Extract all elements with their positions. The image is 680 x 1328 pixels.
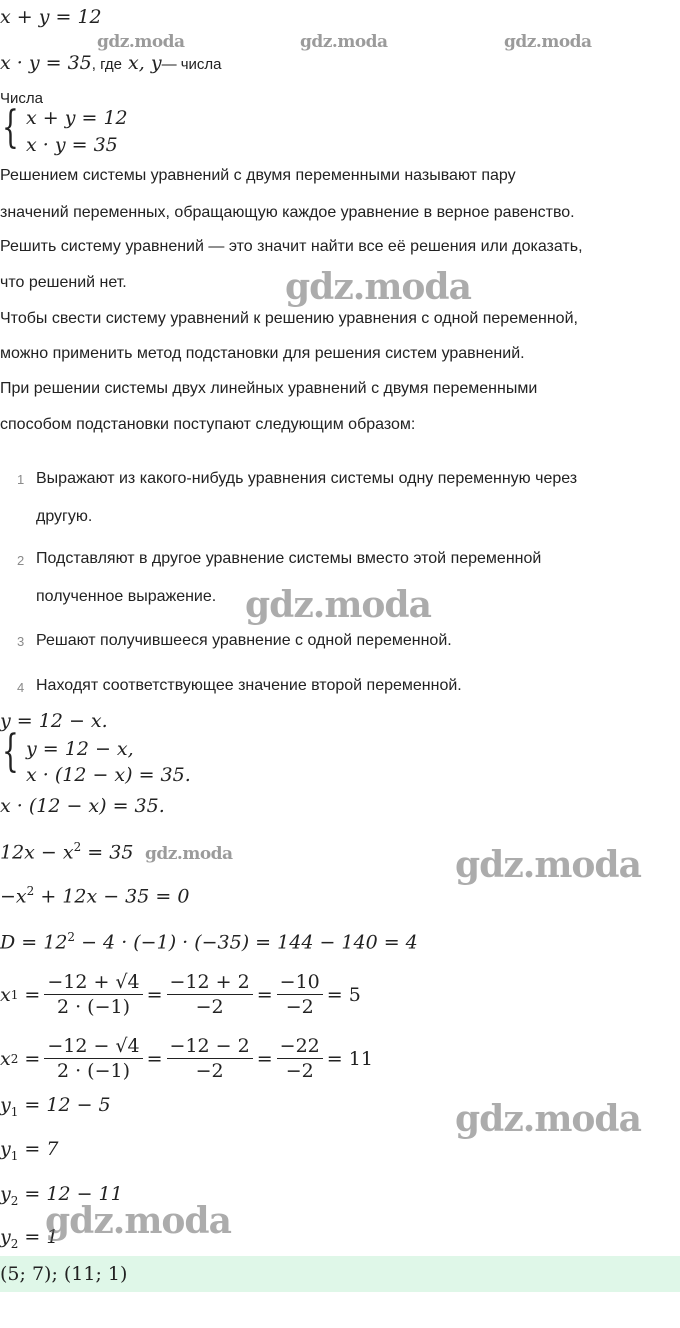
paragraph-line: что решений нет. — [0, 274, 127, 291]
step-text: другую. — [36, 508, 93, 525]
step-text: полученное выражение. — [36, 588, 217, 605]
discriminant: $D = 12^2 - 4 \cdot (-1) \cdot (-35) = 144 - 140 = 4$ — [0, 930, 418, 954]
substituted-equation: x · (12 − x) = 35. — [0, 795, 165, 817]
system2-line2: x · (12 − x) = 35. — [26, 764, 191, 786]
watermark-large-3: gdz.moda — [455, 844, 641, 886]
y2-value: $y_2 = 1$ — [0, 1226, 59, 1251]
system2-line1: y = 12 − x, — [26, 738, 134, 760]
watermark-large-2: gdz.moda — [245, 584, 431, 626]
y-expression: y = 12 − x. — [0, 710, 108, 732]
system1-line1: x + y = 12 — [26, 107, 128, 129]
watermark-large-4: gdz.moda — [455, 1098, 641, 1140]
step-number: 3 — [17, 634, 25, 649]
root-x2: x 2 = $\frac{-12 - √4}{2 \cdot (-1)}$ = $\frac{-12 - 2}{-2}$ = $\frac{-22}{-2}$ = 11 — [0, 1035, 373, 1082]
watermark-small-4: gdz.moda — [145, 844, 233, 864]
step-text: Находят соответствующее значение второй переменной. — [36, 677, 462, 694]
intro-eq2: x · y = 35, где x, y— числа — [0, 52, 222, 74]
system-brace-2: { — [2, 726, 19, 777]
step-number: 4 — [17, 680, 25, 695]
intro-eq1: x + y = 12 — [0, 6, 102, 28]
paragraph-line: При решении системы двух линейных уравнений с двумя переменными — [0, 380, 538, 397]
system-brace-1: { — [2, 102, 19, 153]
paragraph-line: Решением системы уравнений с двумя переменными называют пару — [0, 167, 516, 184]
watermark-large-5: gdz.moda — [45, 1200, 231, 1242]
numbers-label: Числа — [0, 90, 43, 107]
root-x1: x 1 = $\frac{-12 + √4}{2 \cdot (-1)}$ = $\frac{-12 + 2}{-2}$ = $\frac{-10}{-2}$ = 5 — [0, 971, 361, 1018]
y1-calc: $y_1 = 12 - 5$ — [0, 1094, 111, 1119]
watermark-small-2: gdz.moda — [300, 32, 388, 52]
step-text: Подставляют в другое уравнение системы вместо этой переменной — [36, 550, 542, 567]
quadratic-equation: $-x^2 + 12x - 35 = 0$ — [0, 884, 190, 908]
y1-value: $y_1 = 7$ — [0, 1138, 59, 1163]
watermark-small-1: gdz.moda — [97, 32, 185, 52]
paragraph-line: Чтобы свести систему уравнений к решению уравнения с одной переменной, — [0, 310, 578, 327]
step-text: Выражают из какого-нибудь уравнения системы одну переменную через — [36, 470, 578, 487]
paragraph-line: значений переменных, обращающую каждое уравнение в верное равенство. — [0, 204, 575, 221]
step-number: 2 — [17, 553, 25, 568]
y2-calc: $y_2 = 12 - 11$ — [0, 1183, 123, 1208]
step-number: 1 — [17, 472, 25, 487]
watermark-large-1: gdz.moda — [285, 266, 471, 308]
answer: (5; 7); (11; 1) — [0, 1263, 128, 1285]
expanded-equation: $12x - x^2 = 35$ — [0, 840, 134, 864]
paragraph-line: можно применить метод подстановки для решения систем уравнений. — [0, 345, 525, 362]
system1-line2: x · y = 35 — [26, 134, 118, 156]
watermark-small-3: gdz.moda — [504, 32, 592, 52]
paragraph-line: Решить систему уравнений — это значит найти все её решения или доказать, — [0, 238, 583, 255]
paragraph-line: способом подстановки поступают следующим образом: — [0, 416, 416, 433]
step-text: Решают получившееся уравнение с одной переменной. — [36, 632, 452, 649]
